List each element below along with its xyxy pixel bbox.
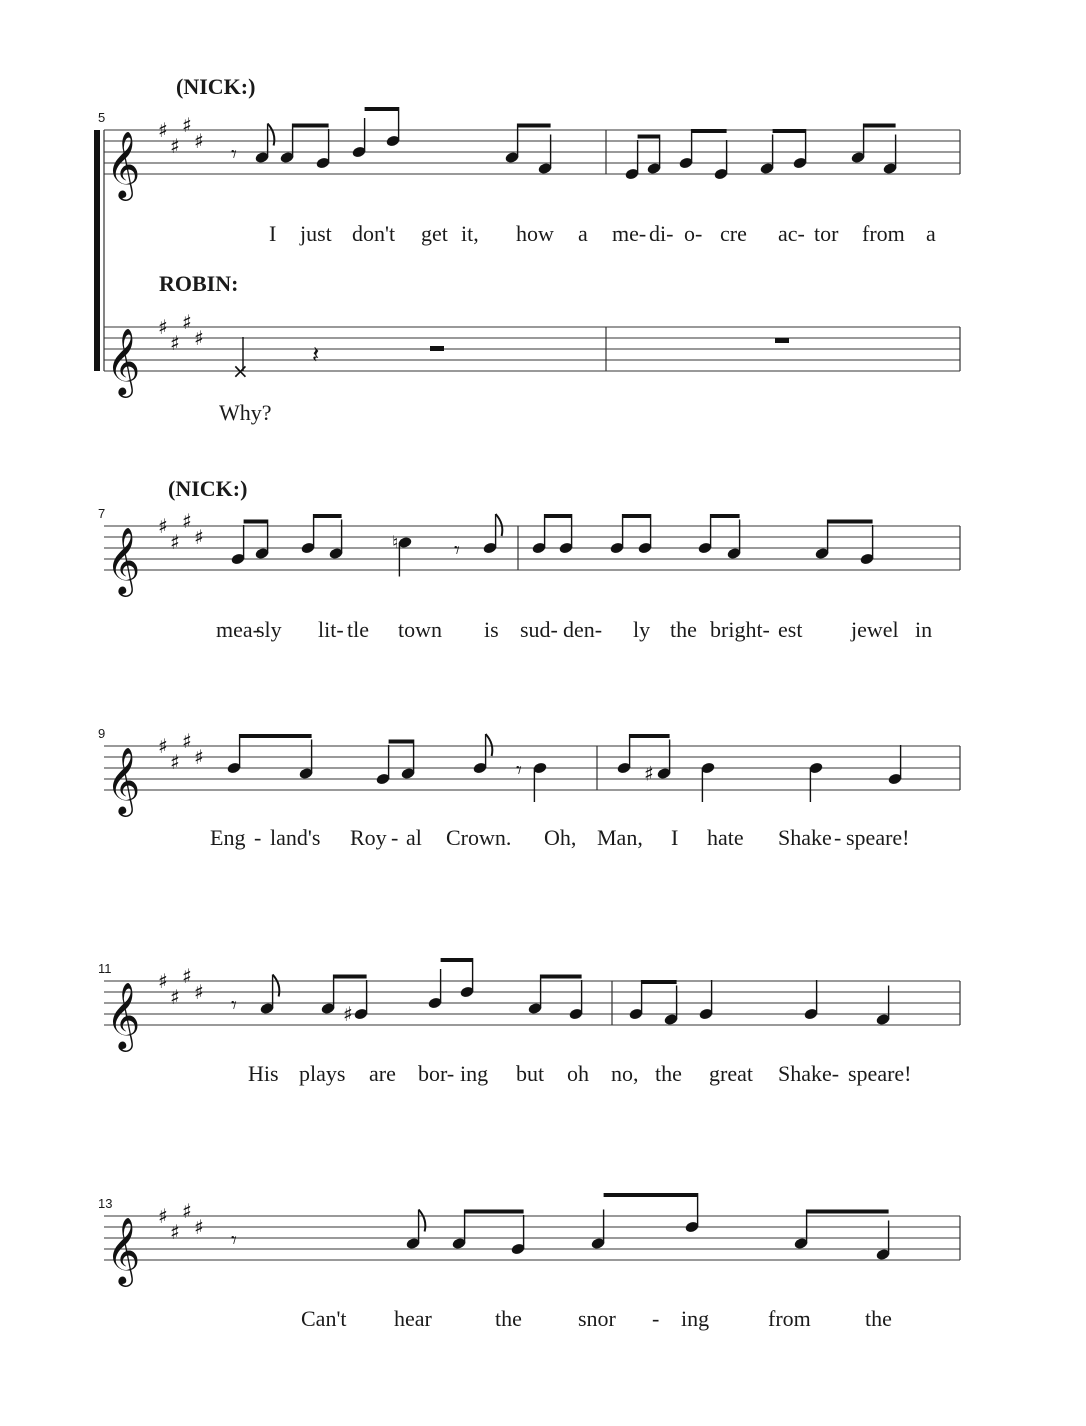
beam — [334, 975, 367, 979]
lyric-syllable: Eng — [210, 825, 246, 850]
lyric-syllable: ac- — [778, 221, 805, 246]
lyric-syllable: Roy — [350, 825, 387, 850]
note-flag — [273, 975, 280, 997]
lyric-syllable: land's — [270, 825, 321, 850]
lyric-syllable: hate — [707, 825, 744, 850]
lyric-syllable: but — [516, 1061, 545, 1086]
beam — [642, 980, 677, 984]
sharp-icon: ♯ — [194, 525, 204, 549]
lyric-syllable: His — [248, 1061, 279, 1086]
lyric-syllable: a — [926, 221, 936, 246]
sharp-icon: ♯ — [182, 509, 192, 533]
lyric-syllable: the — [655, 1061, 682, 1086]
eighth-rest-icon: 𝄾 — [454, 538, 460, 564]
part-label: (NICK:) — [168, 476, 248, 501]
part-label: ROBIN: — [159, 271, 239, 296]
lyric-syllable: den- — [563, 617, 603, 642]
sharp-icon: ♯ — [182, 310, 192, 334]
beam — [541, 975, 582, 979]
sharp-icon: ♯ — [158, 514, 168, 538]
lyric-syllable: bright- — [710, 617, 770, 642]
lyric-syllable: a — [578, 221, 588, 246]
measure-number: 9 — [98, 726, 106, 741]
eighth-rest-icon: 𝄾 — [516, 758, 522, 784]
lyric-syllable: ly — [633, 617, 651, 642]
natural-icon: ♮ — [392, 532, 399, 554]
x-note-icon: × — [232, 359, 249, 383]
lyric-syllable: tor — [814, 221, 839, 246]
beam — [630, 734, 670, 738]
sharp-icon: ♯ — [170, 985, 180, 1009]
sharp-icon: ♯ — [158, 969, 168, 993]
beam — [365, 107, 399, 111]
beam — [518, 124, 551, 128]
measure-number: 5 — [98, 110, 106, 125]
beam — [638, 135, 660, 139]
sharp-icon: ♯ — [194, 745, 204, 769]
sharp-icon: ♯ — [158, 315, 168, 339]
lyric-syllable: est — [778, 617, 803, 642]
sharp-icon: ♯ — [182, 1199, 192, 1223]
lyric-syllable: Shake — [778, 825, 832, 850]
sharp-icon: ♯ — [644, 761, 654, 786]
lyric-syllable: the — [495, 1306, 522, 1331]
lyric-syllable: - — [391, 825, 399, 850]
lyric-syllable: from — [768, 1306, 811, 1331]
lyric-syllable: the — [865, 1306, 892, 1331]
sharp-icon: ♯ — [182, 964, 192, 988]
lyric-syllable: tle — [347, 617, 369, 642]
sharp-icon: ♯ — [170, 1220, 180, 1244]
lyric-syllable: jewel — [851, 617, 899, 642]
beam — [623, 514, 651, 518]
sharp-icon: ♯ — [170, 750, 180, 774]
lyric-syllable: Shake- — [778, 1061, 840, 1086]
lyric-syllable: bor- — [418, 1061, 455, 1086]
note-flag — [268, 124, 275, 146]
lyric-syllable: the — [670, 617, 697, 642]
lyric-syllable: speare! — [846, 825, 910, 850]
lyric-syllable: Can't — [301, 1306, 347, 1331]
measure-number: 13 — [98, 1196, 113, 1211]
eighth-rest-icon: 𝄾 — [231, 1228, 237, 1254]
sharp-icon: ♯ — [170, 134, 180, 158]
lyric-syllable: Why? — [219, 400, 272, 425]
lyric-syllable: speare! — [848, 1061, 912, 1086]
lyric-syllable: ing — [460, 1061, 489, 1086]
lyric-syllable: oh — [567, 1061, 589, 1086]
beam — [545, 514, 572, 518]
lyrics-line — [248, 1061, 912, 1086]
eighth-rest-icon: 𝄾 — [231, 142, 237, 168]
lyric-syllable: me- — [612, 221, 647, 246]
treble-clef-icon: 𝄞 — [106, 526, 141, 594]
beam — [807, 1210, 889, 1214]
beam — [711, 514, 740, 518]
note-flag — [496, 514, 503, 536]
lyrics-line — [301, 1306, 892, 1331]
lyrics-line — [210, 825, 910, 850]
sharp-icon: ♯ — [343, 1002, 353, 1026]
lyric-syllable: how — [516, 221, 554, 246]
lyrics-line — [216, 617, 932, 642]
measure-number: 11 — [98, 961, 112, 976]
beam — [773, 129, 806, 133]
treble-clef-icon: 𝄞 — [106, 981, 141, 1049]
lyric-syllable: Oh, — [544, 825, 577, 850]
lyric-syllable: don't — [352, 221, 396, 246]
lyric-syllable: snor — [578, 1306, 616, 1331]
treble-clef-icon: 𝄞 — [106, 746, 141, 814]
sharp-icon: ♯ — [182, 113, 192, 137]
lyric-syllable: cre — [720, 221, 747, 246]
beam — [864, 124, 896, 128]
part-label: (NICK:) — [176, 74, 256, 99]
lyric-syllable: from — [862, 221, 905, 246]
sharp-icon: ♯ — [194, 129, 204, 153]
sharp-icon: ♯ — [170, 530, 180, 554]
lyric-syllable: is — [484, 617, 499, 642]
lyric-syllable: I — [671, 825, 679, 850]
lyric-syllable: just — [300, 221, 332, 246]
sharp-icon: ♯ — [194, 980, 204, 1004]
sharp-icon: ♯ — [182, 729, 192, 753]
lyric-syllable: no, — [611, 1061, 639, 1086]
lyric-syllable: mea- — [216, 617, 260, 642]
sharp-icon: ♯ — [194, 1215, 204, 1239]
lyric-syllable: - — [652, 1306, 660, 1331]
lyric-syllable: Man, — [597, 825, 643, 850]
note-flag — [419, 1210, 426, 1232]
treble-clef-icon: 𝄞 — [106, 327, 141, 395]
lyric-syllable: great — [709, 1061, 753, 1086]
lyric-syllable: - — [254, 825, 262, 850]
sharp-icon: ♯ — [158, 734, 168, 758]
sharp-icon: ♯ — [158, 1204, 168, 1228]
treble-clef-icon: 𝄞 — [106, 1216, 141, 1284]
lyric-syllable: it, — [461, 221, 479, 246]
beam — [828, 520, 873, 524]
lyric-syllable: get — [421, 221, 448, 246]
beam — [244, 520, 268, 524]
lyric-syllable: Crown. — [446, 825, 512, 850]
beam — [604, 1193, 698, 1197]
beam — [389, 740, 414, 744]
sharp-icon: ♯ — [170, 331, 180, 355]
beam — [692, 129, 727, 133]
measure-number: 7 — [98, 506, 106, 521]
beam — [293, 124, 329, 128]
lyric-syllable: in — [915, 617, 933, 642]
lyric-syllable: di- — [649, 221, 674, 246]
system-bracket — [94, 130, 100, 371]
lyric-syllable: I — [269, 221, 277, 246]
lyric-syllable: ing — [681, 1306, 710, 1331]
beam — [240, 734, 312, 738]
lyric-syllable: o- — [684, 221, 703, 246]
lyric-syllable: sly — [256, 617, 282, 642]
beam — [465, 1210, 524, 1214]
lyric-syllable: - — [834, 825, 842, 850]
half-rest — [430, 346, 444, 351]
lyric-syllable: lit- — [318, 617, 344, 642]
lyric-syllable: hear — [394, 1306, 432, 1331]
eighth-rest-icon: 𝄾 — [231, 993, 237, 1019]
treble-clef-icon: 𝄞 — [106, 130, 141, 198]
lyric-syllable: plays — [299, 1061, 346, 1086]
sharp-icon: ♯ — [158, 118, 168, 142]
beam — [314, 514, 342, 518]
beam — [441, 958, 473, 962]
sharp-icon: ♯ — [194, 326, 204, 350]
lyric-syllable: sud- — [520, 617, 558, 642]
lyric-syllable: are — [369, 1061, 396, 1086]
lyric-syllable: town — [398, 617, 442, 642]
whole-rest — [775, 338, 789, 343]
notes-layer — [226, 107, 902, 1261]
note-flag — [486, 734, 493, 756]
quarter-rest-icon: 𝄽 — [312, 340, 320, 369]
lyric-syllable: al — [406, 825, 422, 850]
lyrics-line — [269, 221, 936, 246]
